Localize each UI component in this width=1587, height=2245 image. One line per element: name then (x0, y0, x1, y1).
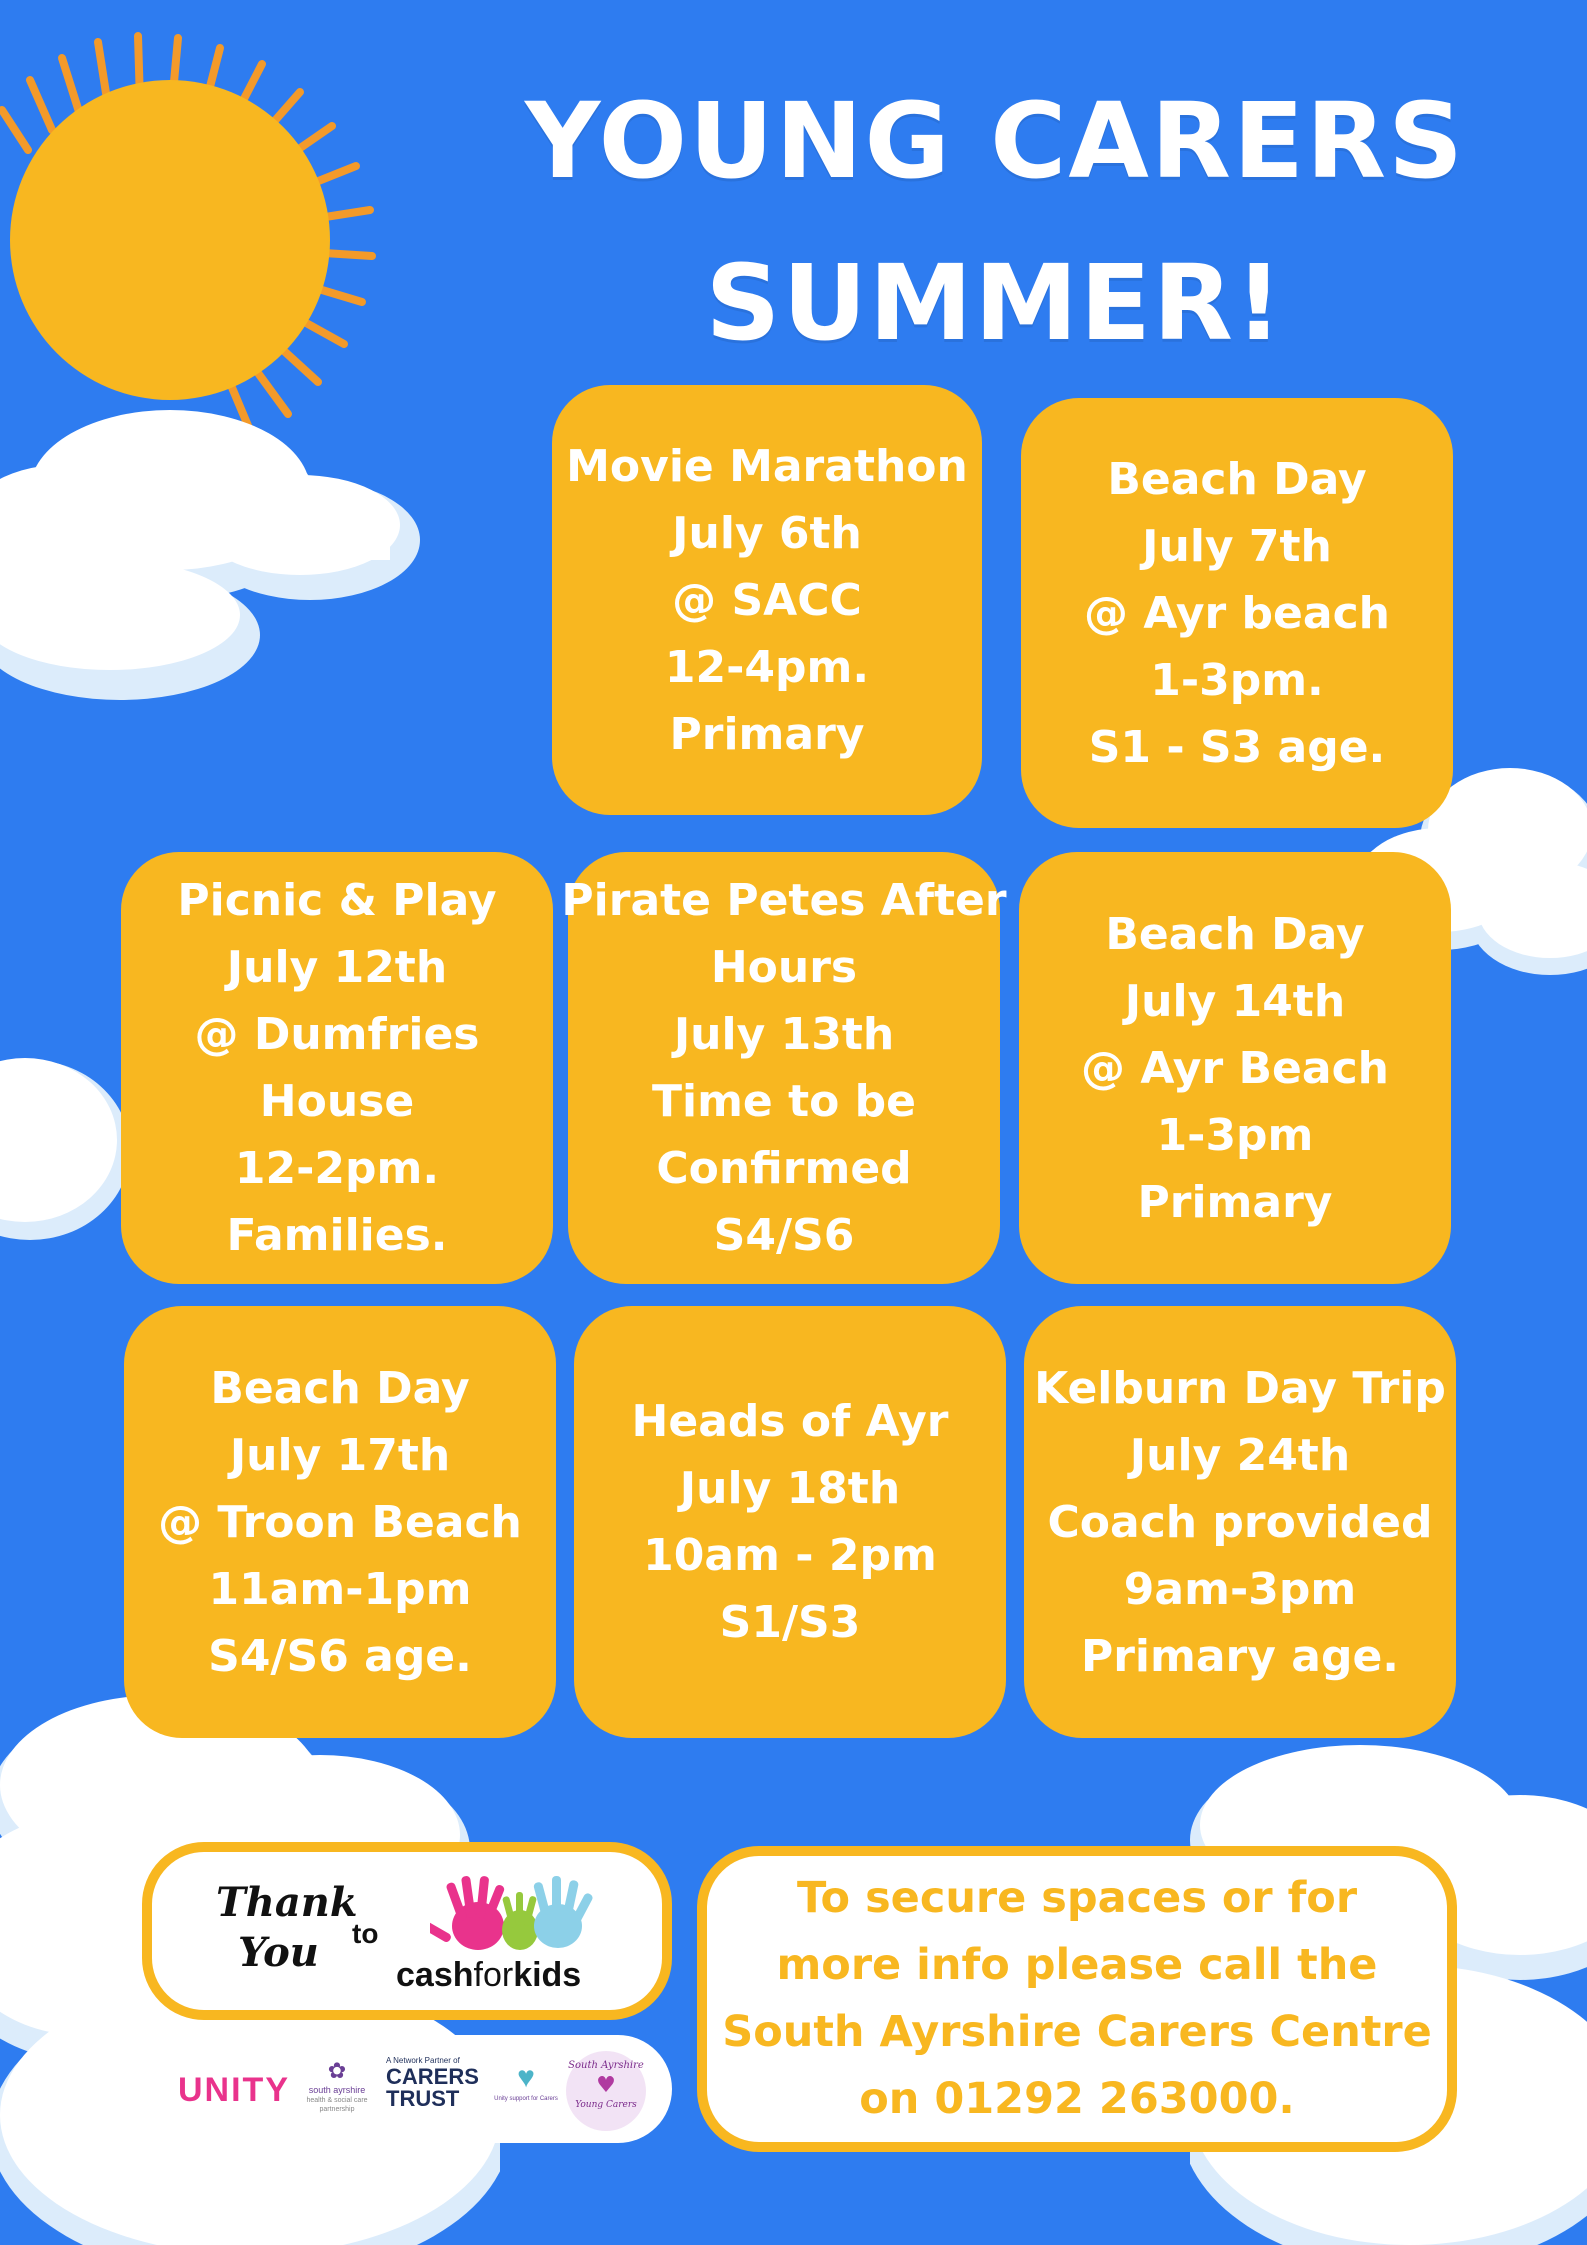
unity-logo (178, 2071, 290, 2110)
event-date: July 12th (226, 942, 448, 993)
event-age: Primary (1137, 1176, 1333, 1228)
sahscp-line-2: health & social care (306, 2097, 368, 2104)
event-card-kelburn-day-trip (1024, 1306, 1456, 1738)
event-time: 1-3pm (1156, 1109, 1314, 1161)
sayc-line-2: Young Carers (575, 2100, 637, 2110)
contact-line-2: more info please call the (776, 1940, 1378, 1990)
event-age: S4/S6 age. (208, 1630, 472, 1682)
cloud-left-edge (0, 1040, 140, 1280)
event-transport: Coach provided (1047, 1496, 1433, 1548)
event-title: Heads of Ayr (631, 1396, 949, 1447)
event-title: Beach Day (1105, 908, 1365, 960)
event-date: July 7th (1142, 520, 1332, 572)
event-location-2: House (259, 1076, 415, 1127)
event-card-picnic-and-play (121, 852, 553, 1284)
title-line-1: YOUNG CARERS (525, 80, 1465, 202)
carers-trust-top: A Network Partner of (386, 2056, 460, 2065)
contact-line-4: on 01292 263000. (859, 2074, 1295, 2124)
sahscp-mark-icon: ✿ (327, 2058, 347, 2083)
event-time: Time to be (651, 1076, 917, 1127)
event-time: 12-2pm. (234, 1143, 440, 1194)
event-time-2: Confirmed (656, 1143, 912, 1194)
event-time: 12-4pm. (664, 641, 870, 693)
event-time: 10am - 2pm (643, 1530, 937, 1581)
event-age: Primary (669, 708, 865, 760)
you-text: You (238, 1929, 319, 1976)
contact-line-1: To secure spaces or for (796, 1873, 1358, 1923)
unity-support-text: Unity support for Carers (494, 2096, 558, 2102)
contact-line-3: South Ayrshire Carers Centre (722, 2007, 1432, 2057)
event-title: Movie Marathon (566, 440, 968, 492)
unity-support-logo (490, 2061, 562, 2103)
event-time: 11am-1pm (208, 1563, 472, 1615)
title-line-2: SUMMER! (705, 242, 1285, 364)
event-card-heads-of-ayr (574, 1306, 1006, 1738)
to-text: to (352, 1918, 379, 1949)
carers-trust-main-2: TRUST (386, 2086, 460, 2111)
event-age: Families. (226, 1210, 448, 1261)
sahscp-line-1: south ayrshire (308, 2085, 366, 2095)
event-location: @ Troon Beach (158, 1496, 522, 1548)
for-word: for (473, 1956, 514, 1994)
event-location: @ SACC (672, 574, 862, 626)
event-title: Kelburn Day Trip (1034, 1362, 1446, 1414)
event-date: July 24th (1129, 1429, 1351, 1481)
thank-you-lettering (216, 1878, 358, 1998)
poster-title (520, 60, 1470, 384)
cash-for-kids-logo (396, 1956, 581, 1995)
event-date: July 13th (673, 1009, 895, 1060)
event-card-beach-day-july-14 (1019, 852, 1451, 1284)
sahscp-logo (296, 2057, 378, 2114)
event-date: July 14th (1124, 975, 1346, 1027)
heart-hands-icon: ♥ (517, 2061, 535, 2094)
event-age: S4/S6 (713, 1210, 855, 1261)
event-title: Picnic & Play (177, 875, 497, 926)
event-age: S1/S3 (719, 1597, 861, 1648)
event-card-movie-marathon (552, 385, 982, 815)
event-title: Beach Day (1107, 453, 1367, 505)
event-age: S1 - S3 age. (1088, 721, 1386, 773)
carers-trust-main-1: CARERS (386, 2064, 479, 2089)
cloud-top-left (0, 370, 420, 710)
hands-icon (430, 1868, 600, 1964)
event-date: July 17th (229, 1429, 451, 1481)
event-title-2: Hours (710, 942, 858, 993)
event-title: Pirate Petes After (561, 875, 1007, 926)
event-date: July 18th (679, 1463, 901, 1514)
sahscp-line-3: partnership (319, 2106, 355, 2113)
kids-word: kids (513, 1956, 582, 1994)
event-location: @ Ayr Beach (1081, 1042, 1389, 1094)
event-card-beach-day-july-17 (124, 1306, 556, 1738)
unity-text: UNITY (178, 2071, 290, 2109)
event-title: Beach Day (210, 1362, 470, 1414)
carers-trust-logo (386, 2055, 486, 2110)
event-card-pirate-petes (561, 852, 1007, 1284)
event-location: @ Ayr beach (1084, 587, 1390, 639)
thank-text: Thank (216, 1879, 358, 1926)
event-date: July 6th (672, 507, 862, 559)
sayc-line-1: South Ayrshire (568, 2060, 644, 2071)
event-time: 1-3pm. (1150, 654, 1324, 706)
contact-info-panel (697, 1846, 1457, 2152)
event-age: Primary age. (1080, 1630, 1399, 1682)
partner-logos (146, 2035, 672, 2143)
south-ayrshire-young-carers-logo (566, 2051, 646, 2131)
sayc-heart-icon: ♥ (596, 2073, 616, 2098)
event-location: @ Dumfries (194, 1009, 480, 1060)
event-time: 9am-3pm (1123, 1563, 1357, 1615)
event-card-beach-day-july-7 (1021, 398, 1453, 828)
thank-you-panel (142, 1842, 672, 2020)
cash-word: cash (396, 1956, 474, 1994)
